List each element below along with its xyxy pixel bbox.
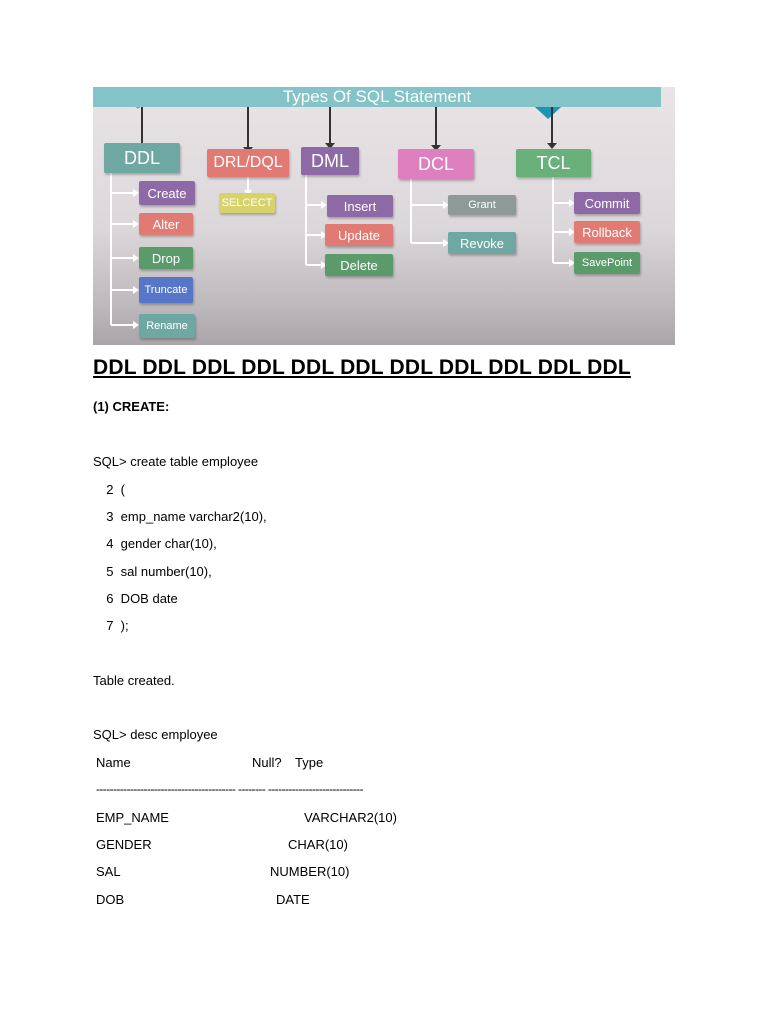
code-line-text: 5 sal number(10), — [99, 564, 212, 579]
desc-row-type: NUMBER(10) — [270, 864, 350, 879]
desc-header-null: Null? — [252, 755, 282, 770]
leaf-commit: Commit — [574, 192, 640, 214]
code-line-text: 7 ); — [99, 618, 129, 633]
page-heading: DDL DDL DDL DDL DDL DDL DDL DDL DDL DDL DDL — [93, 356, 631, 379]
diagram-title: Types Of SQL Statement — [93, 87, 661, 107]
leaf-grant: Grant — [448, 195, 516, 215]
result-message: Table created. — [93, 673, 175, 688]
code-line: SQL> create table employee — [93, 454, 259, 469]
category-ddl: DDL — [104, 143, 180, 173]
section-title: (1) CREATE: — [93, 399, 170, 414]
desc-header-type: Type — [295, 755, 324, 770]
desc-row-type: CHAR(10) — [288, 837, 348, 852]
code-line — [99, 591, 178, 606]
leaf-create: Create — [139, 181, 195, 205]
desc-header-name: Name — [96, 755, 131, 770]
code-line — [99, 536, 217, 551]
desc-row-type: VARCHAR2(10) — [304, 810, 397, 825]
desc-row-name: EMP_NAME — [96, 810, 169, 825]
desc-command: SQL> desc employee — [93, 727, 218, 742]
code-line — [99, 618, 129, 633]
code-line-text: 6 DOB date — [99, 591, 178, 606]
leaf-rename: Rename — [139, 314, 195, 338]
sql-types-diagram — [93, 87, 675, 345]
code-line — [99, 482, 125, 497]
leaf-insert: Insert — [327, 195, 393, 217]
leaf-selcect: SELCECT — [219, 193, 275, 213]
desc-row-name: GENDER — [96, 837, 152, 852]
code-line — [99, 564, 212, 579]
leaf-alter: Alter — [139, 213, 193, 235]
leaf-revoke: Revoke — [448, 232, 516, 254]
code-line-text: 2 ( — [99, 482, 126, 497]
category-drl-dql: DRL/DQL — [207, 149, 289, 177]
desc-separator: ----------------------------------------- -------- ---------------------------- — [96, 782, 363, 796]
leaf-rollback: Rollback — [574, 221, 640, 243]
leaf-truncate: Truncate — [139, 277, 193, 303]
top-arrows — [142, 107, 552, 147]
leaf-savepoint: SavePoint — [574, 252, 640, 274]
category-tcl: TCL — [516, 149, 591, 177]
desc-row-type: DATE — [276, 892, 310, 907]
desc-row-name: SAL — [96, 864, 121, 879]
category-dcl: DCL — [398, 149, 474, 179]
leaf-drop: Drop — [139, 247, 193, 269]
category-dml: DML — [301, 147, 359, 175]
leaf-delete: Delete — [325, 254, 393, 276]
desc-row-name: DOB — [96, 892, 125, 907]
code-line-text: 4 gender char(10), — [99, 536, 217, 551]
leaf-update: Update — [325, 224, 393, 246]
code-line — [99, 509, 267, 524]
code-line-text: 3 emp_name varchar2(10), — [99, 509, 267, 524]
